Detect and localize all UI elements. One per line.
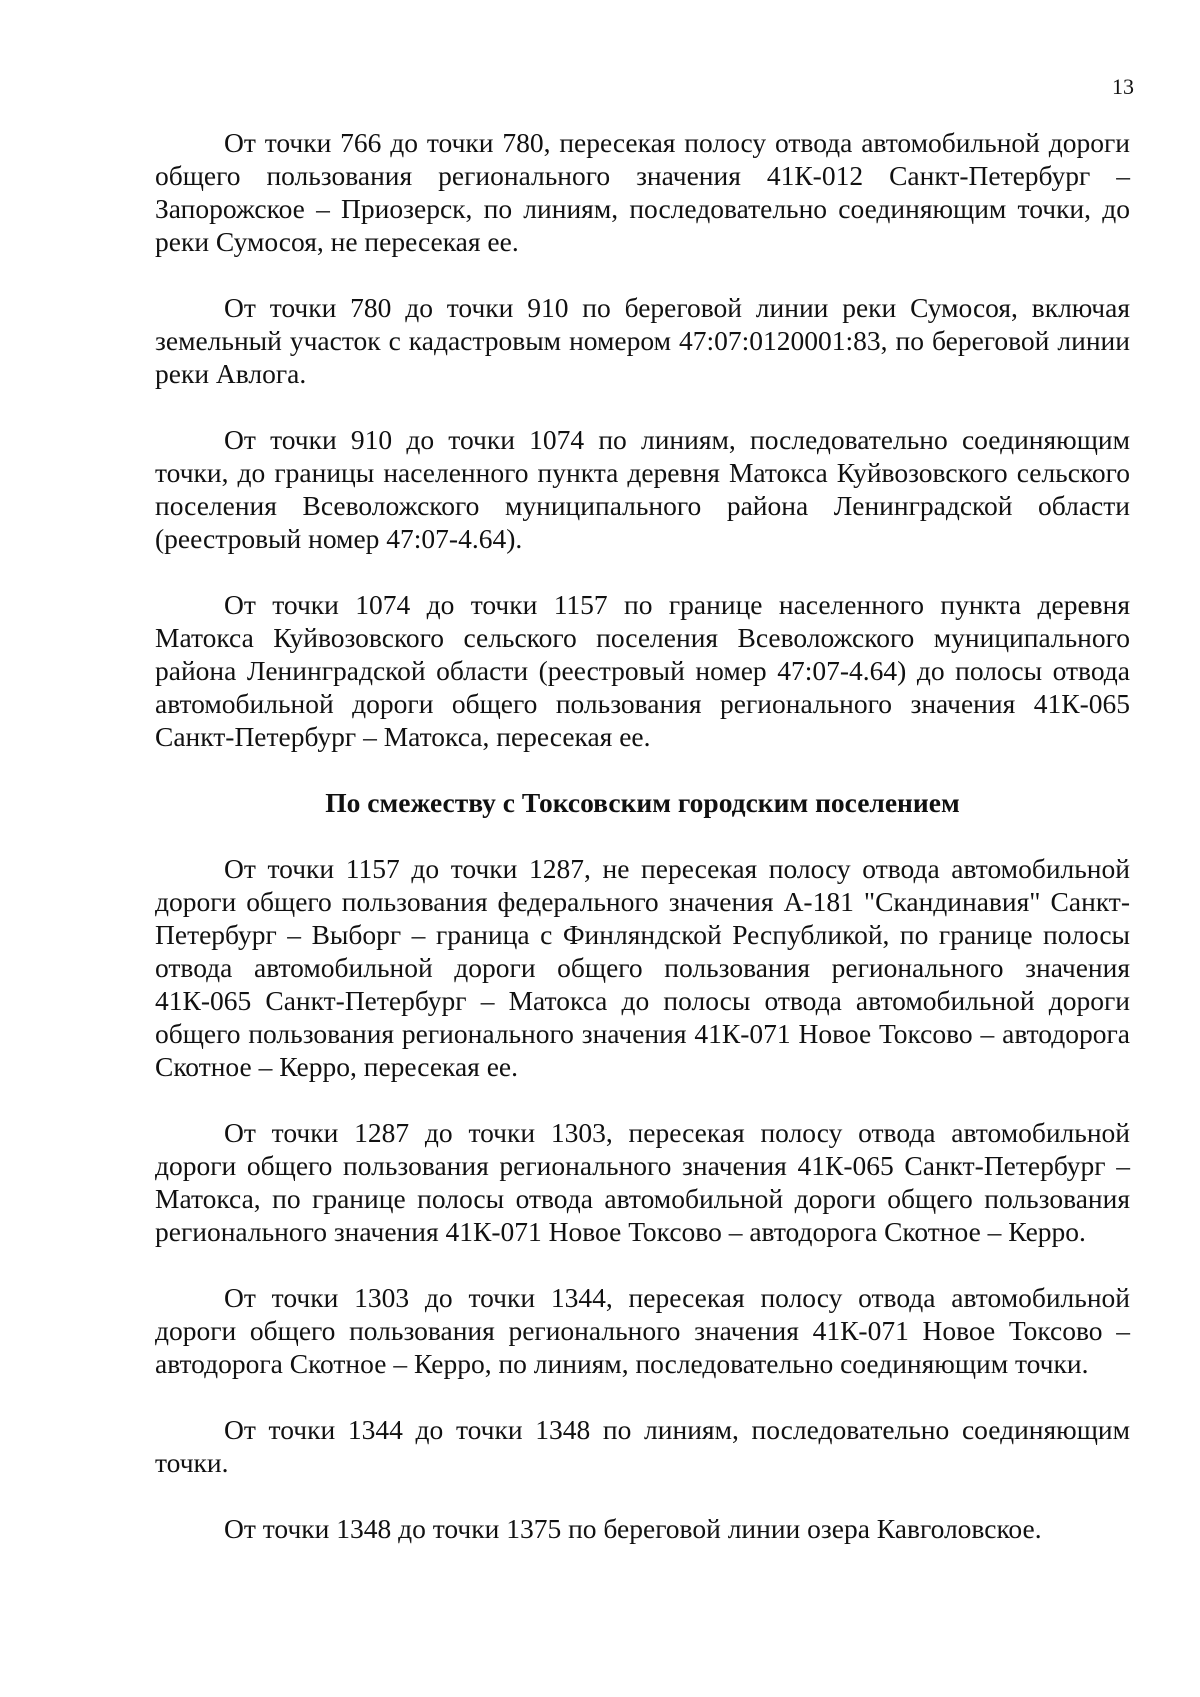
page-number: 13 bbox=[1112, 74, 1134, 99]
paragraph-910-1074: От точки 910 до точки 1074 по линиям, последовательно соединяющим точки, до границы населенного пункта деревня Матокса Куйвозовского сельского поселения Всеволожского муниципального района Ленинградской области (реестровый номер 47:07-4.64). bbox=[155, 424, 1130, 554]
paragraph-1344-1348: От точки 1344 до точки 1348 по линиям, последовательно соединяющим точки. bbox=[155, 1414, 1130, 1478]
paragraph-766-780: От точки 766 до точки 780, пересекая полосу отвода автомобильной дороги общего пользования регионального значения 41К-012 Санкт-Петербург – Запорожское – Приозерск, по линиям, последовательно соединяющим точки, до реки Сумосоя, не пересекая ее. bbox=[155, 127, 1130, 257]
paragraph-1348-1375: От точки 1348 до точки 1375 по береговой линии озера Кавголовское. bbox=[224, 1513, 1042, 1544]
paragraph-780-910: От точки 780 до точки 910 по береговой линии реки Сумосоя, включая земельный участок с кадастровым номером 47:07:0120001:83, по береговой линии реки Авлога. bbox=[155, 292, 1130, 389]
paragraph-1287-1303: От точки 1287 до точки 1303, пересекая полосу отвода автомобильной дороги общего пользования регионального значения 41К-065 Санкт-Петербург – Матокса, по границе полосы отвода автомобильной дороги общего пользования регионального значения 41К-071 Новое Токсово – автодорога Скотное – Керро. bbox=[155, 1117, 1130, 1247]
paragraph-1157-1287: От точки 1157 до точки 1287, не пересекая полосу отвода автомобильной дороги общего пользования федерального значения А-181 "Скандинавия" Санкт-Петербург – Выборг – граница с Финляндской Республикой, по границе полосы отвода автомобильной дороги общего пользования регионального значения 41К-065 Санкт-Петербург – Матокса до полосы отвода автомобильной дороги общего пользования регионального значения 41К-071 Новое Токсово – автодорога Скотное – Керро, пересекая ее. bbox=[155, 853, 1130, 1082]
paragraph-1074-1157: От точки 1074 до точки 1157 по границе населенного пункта деревня Матокса Куйвозовского сельского поселения Всеволожского муниципального района Ленинградской области (реестровый номер 47:07-4.64) до полосы отвода автомобильной дороги общего пользования регионального значения 41К-065 Санкт-Петербург – Матокса, пересекая ее. bbox=[155, 589, 1130, 752]
section-heading: По смежеству с Токсовским городским поселением bbox=[325, 787, 960, 818]
document-body bbox=[155, 126, 1130, 1578]
paragraph-1303-1344: От точки 1303 до точки 1344, пересекая полосу отвода автомобильной дороги общего пользования регионального значения 41К-071 Новое Токсово – автодорога Скотное – Керро, по линиям, последовательно соединяющим точки. bbox=[155, 1282, 1130, 1379]
